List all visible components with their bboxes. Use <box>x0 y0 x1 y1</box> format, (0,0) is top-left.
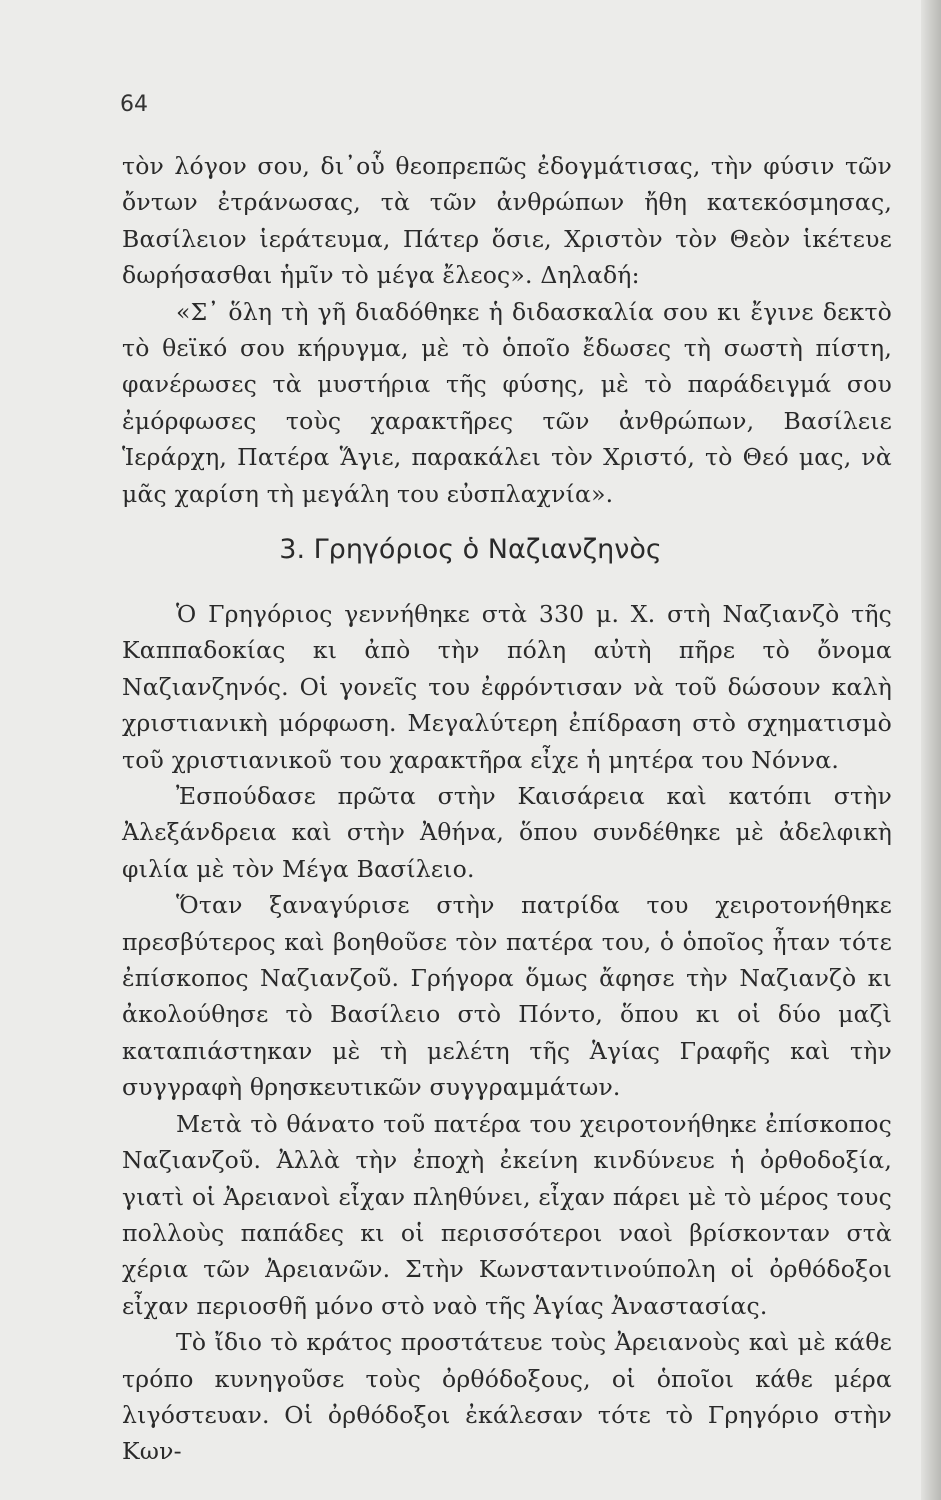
page-number: 64 <box>120 92 148 117</box>
paragraph: Ὁ Γρηγόριος γεννήθηκε στὰ 330 μ. Χ. στὴ Ναζιανζὸ τῆς Καππαδοκίας κι ἀπὸ τὴν πόλη αὐτὴ πῆρε τὸ ὄνομα Ναζιανζηνός. Οἱ γονεῖς του ἐφρόντισαν νὰ τοῦ δώσουν καλὴ χριστιανικὴ μόρφωση. Μεγαλύτερη ἐπίδραση στὸ σχηματισμὸ τοῦ χριστιανικοῦ του χαρακτῆρα εἶχε ἡ μητέρα του Νόννα. <box>122 600 892 774</box>
paragraph: «Σ᾿ ὅλη τὴ γῆ διαδόθηκε ἡ διδασκαλία σου κι ἔγινε δεκτὸ τὸ θεϊκό σου κήρυγμα, μὲ τὸ ὁποῖο ἔδωσες τὴ σωστὴ πίστη, φανέρωσες τὰ μυστήρια τῆς φύσης, μὲ τὸ παράδειγμά σου ἐμόρφωσες τοὺς χαρακτῆρες τῶν ἀνθρώπων, Βασίλειε Ἱεράρχη, Πατέρα Ἅγιε, παρακάλει τὸν Χριστό, τὸ Θεό μας, νὰ μᾶς χαρίση τὴ μεγάλη του εὐσπλαχνία». <box>122 297 892 508</box>
paragraph: Ὅταν ξαναγύρισε στὴν πατρίδα του χειροτονήθηκε πρεσβύτερος καὶ βοηθοῦσε τὸν πατέρα του, ὁ ὁποῖος ἦταν τότε ἐπίσκοπος Ναζιανζοῦ. Γρήγορα ὅμως ἄφησε τὴν Ναζιανζὸ κι ἀκολούθησε τὸ Βασίλειο στὸ Πόντο, ὅπου κι οἱ δύο μαζὶ καταπιάστηκαν μὲ τὴ μελέτη τῆς Ἁγίας Γραφῆς καὶ τὴν συγγραφὴ θρησκευτικῶν συγγραμμάτων. <box>122 891 892 1102</box>
paragraph: τὸν λόγον σου, δι᾿οὗ θεοπρεπῶς ἐδογμάτισας, τὴν φύσιν τῶν ὄντων ἐτράνωσας, τὰ τῶν ἀνθρώπων ἤθη κατεκόσμησας, Βασίλειον ἱεράτευμα, Πάτερ ὅσιε, Χριστὸν τὸν Θεὸν ἱκέτευε δωρήσασθαι ἡμῖν τὸ μέγα ἔλεος». Δηλαδή: <box>122 152 892 290</box>
text-block-bottom <box>122 596 892 1470</box>
page-edge-shadow <box>921 0 941 1500</box>
paragraph: Μετὰ τὸ θάνατο τοῦ πατέρα του χειροτονήθηκε ἐπίσκοπος Ναζιανζοῦ. Ἀλλὰ τὴν ἐποχὴ ἐκείνη κινδύνευε ἡ ὀρθοδοξία, γιατὶ οἱ Ἀρειανοὶ εἶχαν πληθύνει, εἶχαν πάρει μὲ τὸ μέρος τους πολλοὺς παπάδες κι οἱ περισσότεροι ναοὶ βρίσκονταν στὰ χέρια τῶν Ἀρειανῶν. Στὴν Κωνσταντινούπολη οἱ ὀρθόδοξοι εἶχαν περιοσθῆ μόνο στὸ ναὸ τῆς Ἁγίας Ἀναστασίας. <box>122 1109 892 1320</box>
section-heading: 3. Γρηγόριος ὁ Ναζιανζηνὸς <box>279 534 662 565</box>
paragraph: Ἐσπούδασε πρῶτα στὴν Καισάρεια καὶ κατόπι στὴν Ἀλεξάνδρεια καὶ στὴν Ἀθήνα, ὅπου συνδέθηκε μὲ ἀδελφικὴ φιλία μὲ τὸν Μέγα Βασίλειο. <box>122 782 892 883</box>
text-block-top <box>122 148 892 512</box>
paragraph: Τὸ ἴδιο τὸ κράτος προστάτευε τοὺς Ἀρειανοὺς καὶ μὲ κάθε τρόπο κυνηγοῦσε τοὺς ὀρθόδοξους, οἱ ὁποῖοι κάθε μέρα λιγόστευαν. Οἱ ὀρθόδοξοι ἐκάλεσαν τότε τὸ Γρηγόριο στὴν Κων- <box>122 1328 892 1466</box>
